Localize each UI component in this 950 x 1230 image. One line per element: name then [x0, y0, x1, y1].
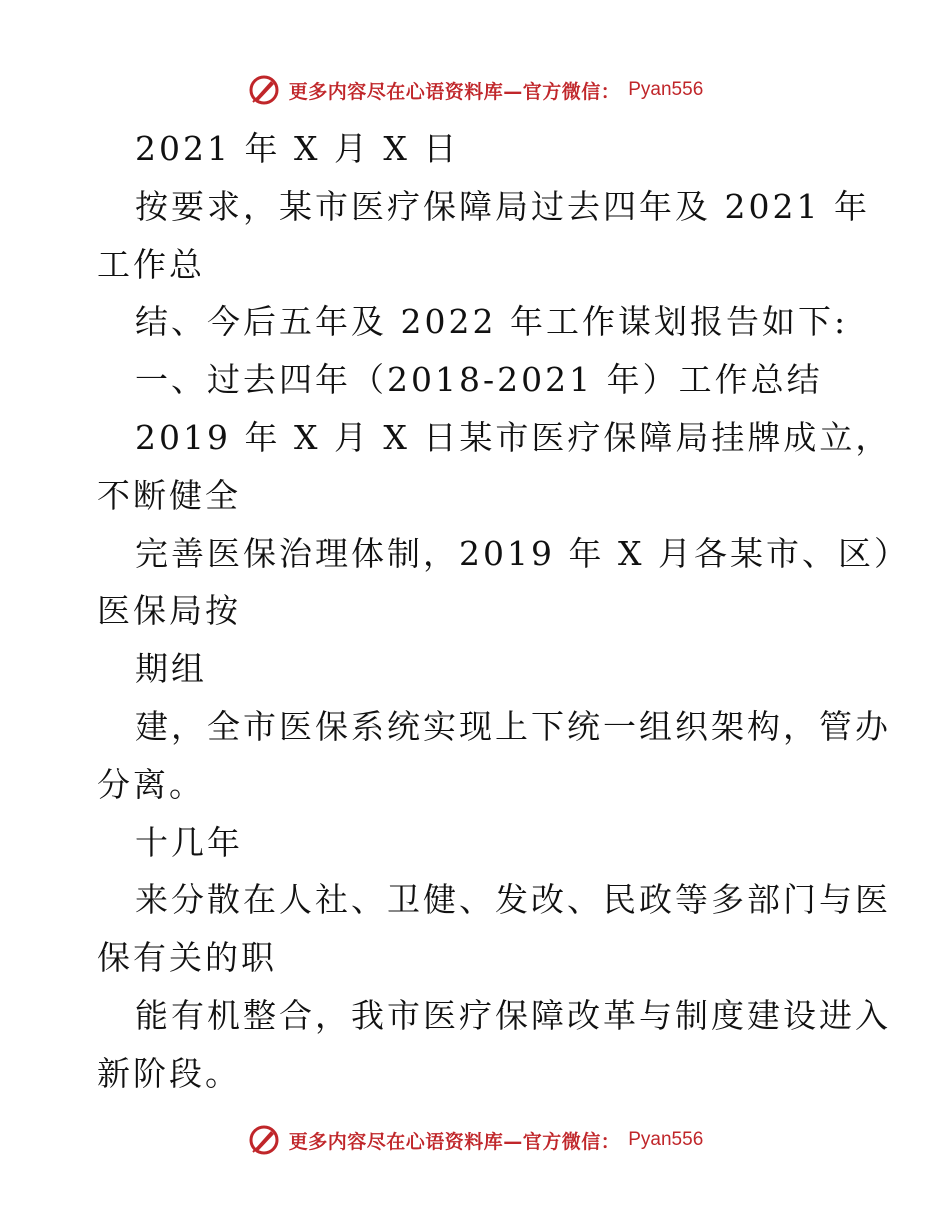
watermark-handle: Pyan556: [628, 1129, 704, 1150]
document-line: 2019 年 X 月 X 日某市医疗保障局挂牌成立，: [135, 417, 892, 457]
document-line: 能有机整合，我市医疗保障改革与制度建设进入: [135, 995, 891, 1035]
document-line: 结、今后五年及 2022 年工作谋划报告如下:: [135, 302, 849, 342]
document-line: 一、过去四年（2018-2021 年）工作总结: [135, 360, 823, 400]
document-body: [97, 120, 910, 1103]
document-line: 建，全市医保系统实现上下统一组织架构，管办: [135, 706, 891, 746]
footer-watermark: [0, 1120, 950, 1160]
document-line: 不断健全: [97, 475, 241, 515]
document-line: 工作总: [97, 244, 205, 284]
quill-seal-icon: [247, 73, 281, 107]
document-line: 来分散在人社、卫健、发改、民政等多部门与医: [135, 880, 891, 920]
document-line: 完善医保治理体制，2019 年 X 月各某市、区）: [135, 533, 910, 573]
watermark-text: 更多内容尽在心语资料库—官方微信：: [288, 80, 621, 103]
watermark-handle: Pyan556: [628, 79, 704, 100]
quill-seal-icon: [247, 1123, 281, 1157]
document-line: 新阶段。: [97, 1053, 241, 1093]
document-line: 保有关的职: [97, 938, 277, 978]
header-watermark: [0, 70, 950, 110]
document-line: 按要求，某市医疗保障局过去四年及 2021 年: [135, 186, 870, 226]
document-line: 2021 年 X 月 X 日: [135, 129, 460, 168]
watermark-text: 更多内容尽在心语资料库—官方微信：: [288, 1130, 621, 1153]
document-line: 期组: [135, 649, 207, 689]
document-line: 医保局按: [97, 591, 241, 631]
document-line: 十几年: [135, 822, 243, 862]
document-line: 分离。: [97, 764, 205, 804]
